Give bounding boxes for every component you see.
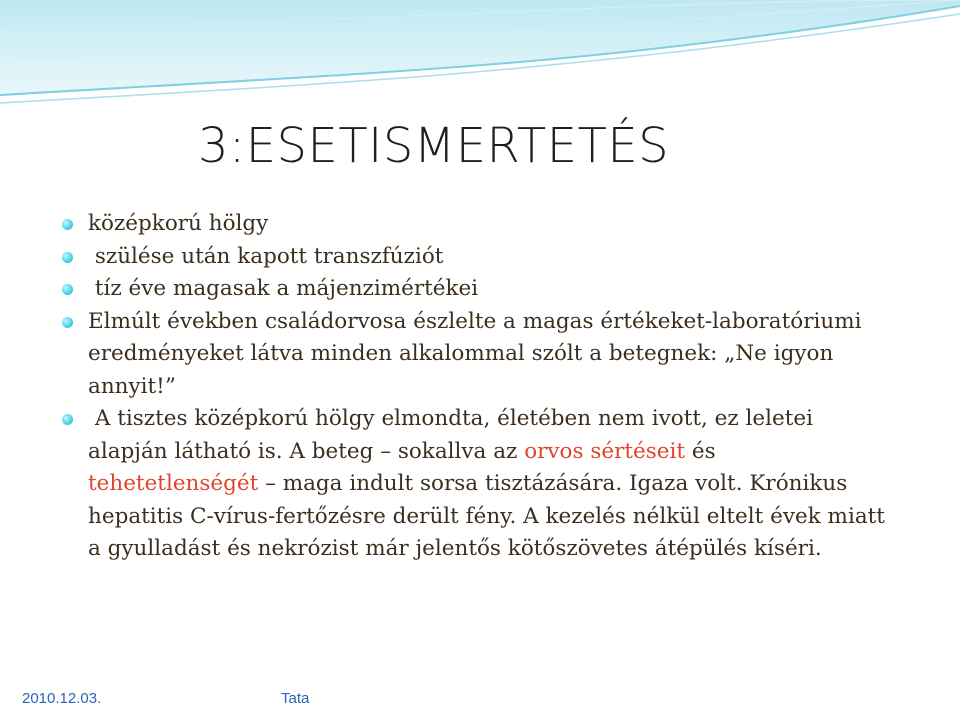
bullet-text-part: A tisztes középkorú hölgy elmondta, életében nem ivott, ez leletei alapján látható is. A beteg – sokallva az (88, 406, 820, 464)
bullet-dot-icon (62, 317, 73, 328)
bullet-dot-icon (62, 219, 73, 230)
decorative-wave-header (0, 0, 960, 120)
bullet-item (60, 403, 890, 566)
bullet-text: középkorú hölgy (88, 211, 269, 236)
bullet-text: Elmúlt években családorvosa észlelte a magas értékeket-laboratóriumi eredményeket látva minden alkalommal szólt a betegnek: „Ne igyon annyit!” (88, 308, 862, 399)
bullet-item (60, 241, 890, 274)
bullet-item (60, 273, 890, 306)
bullet-item (60, 208, 890, 241)
bullet-dot-icon (62, 252, 73, 263)
bullet-text-part: és (685, 438, 723, 464)
footer-date: 2010.12.03. (22, 690, 102, 707)
highlight-text: orvos sértéseit (524, 438, 686, 464)
bullet-dot-icon (62, 414, 73, 425)
bullet-text-part: – maga indult sorsa tisztázására. Igaza volt. Krónikus hepatitis C-vírus-fertőzésre derült fény. A kezelés nélkül eltelt évek miatt a gyulladást és nekrózist már jelentős kötőszövetes átépülés kíséri. (88, 471, 892, 561)
bullet-dot-icon (62, 284, 73, 295)
footer-name: Tata (281, 690, 310, 707)
bullet-text: tíz éve magasak a májenzimértékei (88, 276, 479, 301)
slide-title: 3:ESETISMERTETÉS (198, 118, 670, 174)
bullet-item (60, 306, 890, 404)
bullet-text: szülése után kapott transzfúziót (88, 243, 444, 269)
highlight-text: tehetetlenségét (88, 471, 259, 496)
bullet-list (60, 208, 890, 566)
